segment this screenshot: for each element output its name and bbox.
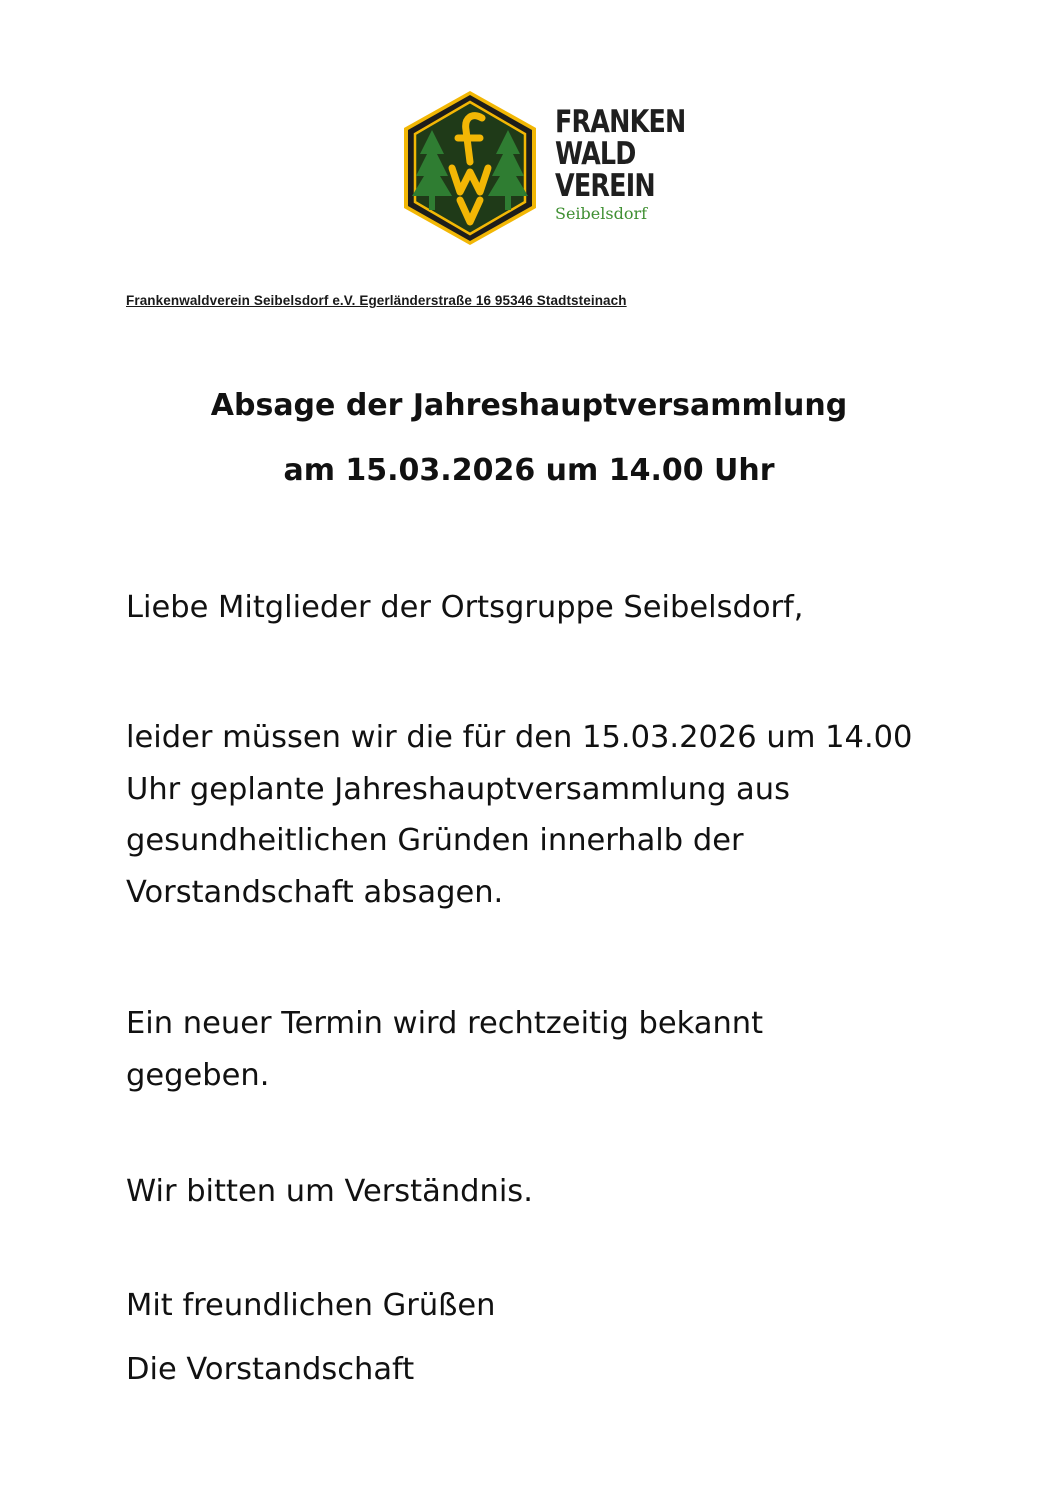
greeting: Liebe Mitglieder der Ortsgruppe Seibelsdorf, [126,590,804,625]
club-emblem-icon [400,88,540,248]
wordmark-line: WALD [555,136,636,172]
signature: Die Vorstandschaft [126,1352,415,1387]
document-subtitle-date: am 15.03.2026 um 14.00 Uhr [283,453,775,488]
wordmark-line: FRANKEN [555,104,686,140]
club-wordmark [555,106,690,224]
closing-salutation: Mit freundlichen Grüßen [126,1288,496,1323]
paragraph-request: Wir bitten um Verständnis. [126,1174,533,1209]
wordmark-subtitle: Seibelsdorf [555,204,648,223]
wordmark-line: VEREIN [555,168,655,204]
document-title: Absage der Jahreshauptversammlung [210,388,848,423]
paragraph-cancellation: leider müssen wir die für den 15.03.2026 um 14.00 Uhr geplante Jahreshauptversammlung aus gesundheitlichen Gründen innerhalb der Vorstandschaft absagen. [126,720,913,910]
sender-address-line: Frankenwaldverein Seibelsdorf e.V. Egerländerstraße 16 95346 Stadtsteinach [126,293,627,308]
club-logo [400,88,690,248]
paragraph-new-date: Ein neuer Termin wird rechtzeitig bekannt gegeben. [126,1006,764,1093]
